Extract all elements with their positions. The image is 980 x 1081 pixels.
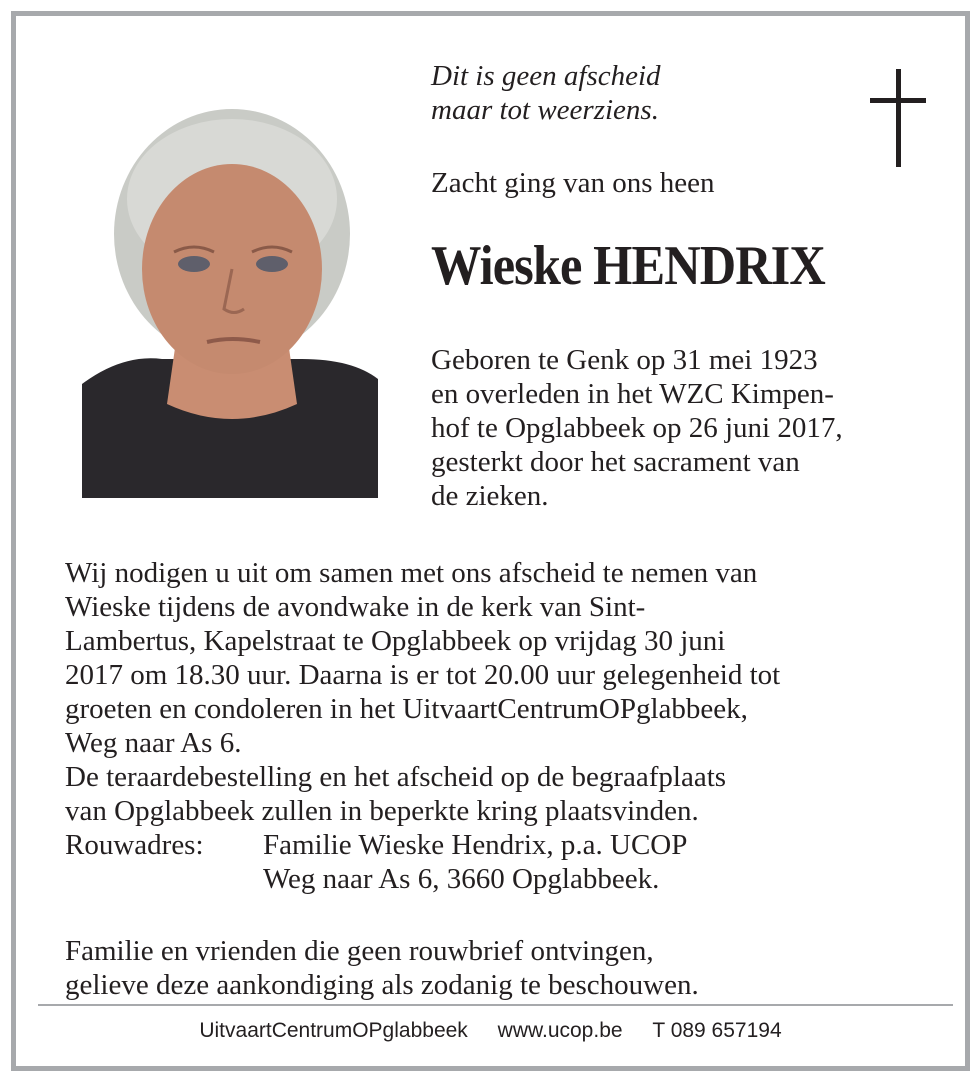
footer-company: UitvaartCentrumOPglabbeek [199,1019,468,1042]
announcement-line: De teraardebestelling en het afscheid op de begraafplaats [65,761,727,793]
cross-icon [870,69,926,171]
bio-line: gesterkt door het sacrament van [431,446,800,478]
footer-divider [38,1004,953,1006]
announcement-line: 2017 om 18.30 uur. Daarna is er tot 20.00 uur gelegenheid tot [65,659,781,691]
mourning-address [65,828,945,862]
motto-line: Dit is geen afscheid [431,60,661,92]
announcement-line: Lambertus, Kapelstraat te Opglabbeek op vrijdag 30 juni [65,625,726,657]
closing-line: Familie en vrienden die geen rouwbrief ontvingen, [65,935,654,967]
intro-text: Zacht ging van ons heen [431,167,715,199]
portrait-illustration [82,104,378,498]
footer [16,1018,965,1044]
bio-line: hof te Opglabbeek op 26 juni 2017, [431,412,843,444]
announcement-line: Wieske tijdens de avondwake in de kerk van Sint- [65,591,646,623]
motto [431,59,661,127]
motto-line: maar tot weerziens. [431,94,659,126]
footer-phone: T 089 657194 [652,1019,782,1042]
address-line-2: Weg naar As 6, 3660 Opglabbeek. [263,863,660,895]
bio-line: de zieken. [431,480,549,512]
closing-note [65,934,945,1002]
announcement-line: groeten en condoleren in het UitvaartCentrumOPglabbeek, [65,693,748,725]
announcement-line: van Opglabbeek zullen in beperkte kring plaatsvinden. [65,795,699,827]
bio-line: Geboren te Genk op 31 mei 1923 [431,344,818,376]
footer-website[interactable]: www.ucop.be [497,1019,623,1042]
closing-line: gelieve deze aankondiging als zodanig te beschouwen. [65,969,699,1001]
announcement-line: Wij nodigen u uit om samen met ons afscheid te nemen van [65,557,758,589]
address-line-1: Familie Wieske Hendrix, p.a. UCOP [263,829,688,861]
bio-line: en overleden in het WZC Kimpen- [431,378,834,410]
announcement-line: Weg naar As 6. [65,727,242,759]
address-label: Rouwadres: [65,829,204,861]
portrait-photo [82,104,378,498]
deceased-name: Wieske HENDRIX [431,235,825,297]
obituary-card [11,11,970,1071]
biography [431,343,951,513]
announcement [65,556,945,896]
